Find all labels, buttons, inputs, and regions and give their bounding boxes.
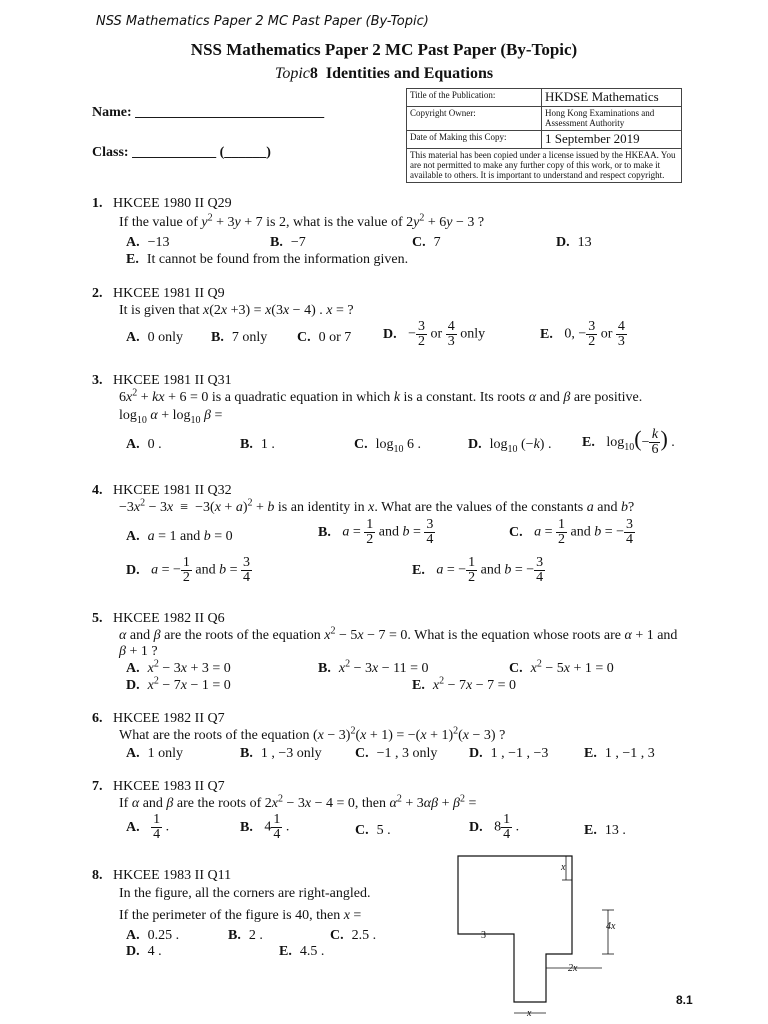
q4-stem: $-3x^2 - 3x \equiv -3(x + a)^2 + b$ is an identity in x. What are the values of the constants a and b? (119, 497, 635, 515)
topic-heading: Topic8 Identities and Equations (274, 65, 494, 82)
question-7: 7. HKCEE 1983 II Q7 (92, 779, 225, 794)
q5-stem: α and β are the roots of the equation $x^2 - 5x - 7 = 0$. What is the equation whose roots are α + 1 and (119, 625, 678, 643)
q1-option-e: E. It cannot be found from the information given. (126, 252, 409, 267)
q2-stem: It is given that x(2x +3) = x(3x − 4) . x = ? (119, 303, 354, 318)
q5-option-e: E. $x^2 - 7x - 7 = 0$ (412, 675, 516, 693)
q5-stem-2: β + 1 ? (119, 644, 158, 659)
q1-option-a: A. −13 (126, 235, 170, 250)
q5-option-d: D. $x^2 - 7x - 1 = 0$ (126, 675, 231, 693)
q1-option-c: C. 7 (412, 235, 441, 250)
q8-figure (448, 850, 638, 1018)
q2-option-c: C. 0 or 7 (297, 330, 352, 345)
question-1: 1. HKCEE 1980 II Q29 (92, 196, 232, 211)
q2-option-a: A. 0 only (126, 330, 184, 345)
running-header: NSS Mathematics Paper 2 MC Past Paper (By-Topic) (96, 14, 429, 29)
q4-option-c: C. a = $\frac{1}{2}$ and b = − $\frac{3}{4}$ (509, 517, 634, 547)
q3-option-c: C. $\log_{10} 6$ . (354, 437, 422, 455)
question-3: 3. HKCEE 1981 II Q31 (92, 373, 232, 388)
q8-option-a: A. 0.25 . (126, 928, 180, 943)
figure-label-4x: 4x (606, 921, 616, 932)
license-table: Title of the Publication: HKDSE Mathematics Copyright Owner: Hong Kong Examinations and Assessment Authority Date of Making this Copy: 1 September 2019 This material has been copied under a license issued by the HKEAA. You are not permitted to make any further copy of this work, or to make it available to others. It is important to understand and respect copyright. (406, 88, 682, 183)
q8-option-c: C. 2.5 . (330, 928, 377, 943)
q2-option-d: D. − $\frac{3}{2}$ or $\frac{4}{3}$ only (383, 319, 486, 349)
q3-option-e: E. $\log_{10}(-$ $\frac{k}{6}$ ) . (582, 426, 675, 458)
figure-label-x-bottom: x (527, 1008, 532, 1018)
q4-option-a: A. a = 1 and b = 0 (126, 529, 233, 544)
q7-option-d: D. 8 $\frac{1}{4}$ . (469, 812, 520, 842)
question-8: 8. HKCEE 1983 II Q11 (92, 868, 232, 883)
q1-option-d: D. 13 (556, 235, 592, 250)
question-2: 2. HKCEE 1981 II Q9 (92, 286, 225, 301)
q1-stem: If the value of $y^2 + 3y + 7$ is 2, what is the value of $2y^2 + 6y - 3$ ? (119, 212, 485, 230)
q3-option-a: A. 0 . (126, 437, 162, 452)
q3-option-b: B. 1 . (240, 437, 275, 452)
question-6: 6. HKCEE 1982 II Q7 (92, 711, 225, 726)
q8-stem-2: If the perimeter of the figure is 40, then x = (119, 908, 362, 923)
q8-option-e: E. 4.5 . (279, 944, 325, 959)
class-field: Class: ____________ (______) (92, 145, 271, 160)
q6-option-b: B. 1 , −3 only (240, 746, 322, 761)
q6-option-a: A. 1 only (126, 746, 184, 761)
q8-stem: In the figure, all the corners are right-angled. (119, 886, 371, 901)
question-4: 4. HKCEE 1981 II Q32 (92, 483, 232, 498)
q5-option-b: B. $x^2 - 3x - 11 = 0$ (318, 658, 429, 676)
q1-option-b: B. −7 (270, 235, 306, 250)
figure-label-x-top: x (561, 862, 566, 873)
q7-option-e: E. 13 . (584, 823, 626, 838)
q6-stem: What are the roots of the equation $(x - 3)^2(x + 1) = -(x + 1)^2(x - 3)$ ? (119, 725, 506, 743)
q7-option-a: A. $\frac{1}{4}$ . (126, 812, 170, 842)
figure-label-3: 3 (481, 930, 486, 941)
q4-option-e: E. a = − $\frac{1}{2}$ and b = − $\frac{3}{4}$ (412, 555, 544, 585)
page-number: 8.1 (676, 993, 693, 1007)
q7-option-b: B. 4 $\frac{1}{4}$ . (240, 812, 290, 842)
q3-stem-2: $\log_{10} \alpha + \log_{10} \beta$ = (119, 408, 223, 426)
q3-stem: $6x^2$ + kx + 6 = 0 is a quadratic equation in which k is a constant. Its roots α and β are positive. (119, 387, 643, 405)
q8-option-b: B. 2 . (228, 928, 263, 943)
q5-option-c: C. $x^2 - 5x + 1 = 0$ (509, 658, 614, 676)
q6-option-e: E. 1 , −1 , 3 (584, 746, 655, 761)
name-field: Name: ___________________________ (92, 105, 325, 120)
q7-option-c: C. 5 . (355, 823, 391, 838)
q3-option-d: D. $\log_{10} (-k)$ . (468, 437, 552, 455)
q4-option-b: B. a = $\frac{1}{2}$ and b = $\frac{3}{4}$ (318, 517, 434, 547)
figure-label-2x: 2x (568, 963, 578, 974)
question-5: 5. HKCEE 1982 II Q6 (92, 611, 225, 626)
q7-stem: If α and β are the roots of $2x^2 - 3x - 4 = 0$, then $\alpha^2 + 3\alpha\beta + \beta^2$ = (119, 793, 477, 811)
q8-option-d: D. 4 . (126, 944, 162, 959)
l-shape-outline (458, 856, 572, 1002)
q5-option-a: A. $x^2 - 3x + 3 = 0$ (126, 658, 231, 676)
q6-option-c: C. −1 , 3 only (355, 746, 438, 761)
q6-option-d: D. 1 , −1 , −3 (469, 746, 549, 761)
q2-option-e: E. 0, − $\frac{3}{2}$ or $\frac{4}{3}$ (540, 319, 625, 349)
q4-option-d: D. a = − $\frac{1}{2}$ and b = $\frac{3}{4}$ (126, 555, 251, 585)
q2-option-b: B. 7 only (211, 330, 268, 345)
page-title: NSS Mathematics Paper 2 MC Past Paper (By-Topic) (190, 40, 578, 59)
